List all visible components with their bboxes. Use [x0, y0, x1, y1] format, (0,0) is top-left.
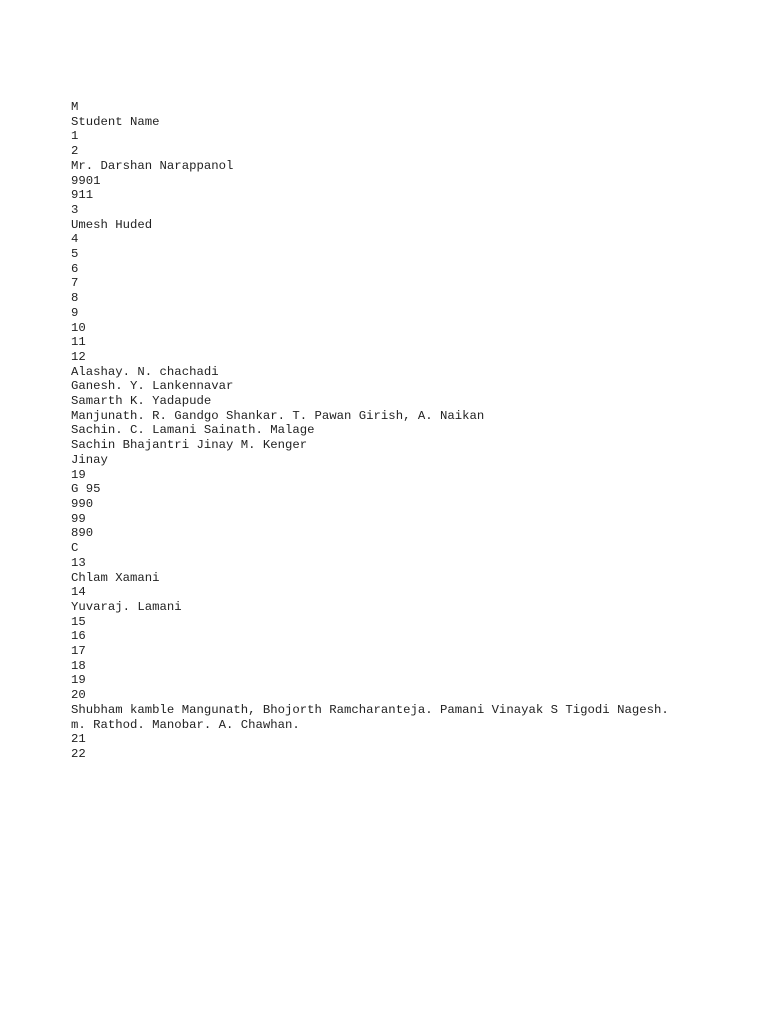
text-line: M: [71, 100, 79, 114]
text-line: Shubham kamble Mangunath, Bhojorth Ramcharanteja. Pamani Vinayak S Tigodi Nagesh.: [71, 702, 669, 717]
text-line: 3: [71, 202, 79, 217]
text-line: 12: [71, 349, 86, 364]
text-line: Chlam Xamani: [71, 570, 160, 585]
text-line: 911: [71, 188, 94, 203]
text-line: Ganesh. Y. Lankennavar: [71, 379, 234, 394]
text-line: 19: [71, 673, 86, 688]
text-line: C: [71, 541, 79, 556]
text-line: 8: [71, 291, 79, 306]
text-line: Student Name: [71, 114, 160, 129]
text-line: Manjunath. R. Gandgo Shankar. T. Pawan Girish, A. Naikan: [71, 408, 485, 423]
text-line: 99: [71, 511, 86, 526]
text-line: 4: [71, 232, 79, 247]
text-line: 9901: [71, 173, 101, 188]
text-line: Mr. Darshan Narappanol: [71, 158, 234, 173]
text-line: 9: [71, 305, 79, 320]
text-line: 16: [71, 629, 86, 644]
text-line: 10: [71, 320, 86, 335]
text-line: 20: [71, 688, 86, 703]
text-line: 18: [71, 658, 86, 673]
text-line: 21: [71, 732, 86, 747]
text-line: 19: [71, 467, 86, 482]
text-line: 990: [71, 496, 94, 511]
text-line: Sachin. C. Lamani Sainath. Malage: [71, 423, 315, 438]
text-line: 6: [71, 261, 79, 276]
text-line: 17: [71, 644, 86, 659]
document-text-block: [71, 100, 711, 762]
text-line: Sachin Bhajantri Jinay M. Kenger: [71, 438, 308, 453]
text-line: 11: [71, 335, 86, 350]
text-line: 15: [71, 614, 86, 629]
text-line: Alashay. N. chachadi: [71, 364, 219, 379]
text-line: Umesh Huded: [71, 217, 153, 232]
text-line: 890: [71, 526, 94, 541]
text-line: 7: [71, 276, 79, 291]
text-line: 13: [71, 555, 86, 570]
text-line: 14: [71, 585, 86, 600]
text-line: Samarth K. Yadapude: [71, 394, 212, 409]
text-line: 5: [71, 247, 79, 262]
text-line: 2: [71, 144, 79, 159]
text-line: G 95: [71, 482, 101, 497]
text-line: 22: [71, 746, 86, 761]
text-line: m. Rathod. Manobar. A. Chawhan.: [71, 717, 300, 732]
text-line: Jinay: [71, 452, 108, 467]
text-line: Yuvaraj. Lamani: [71, 599, 182, 614]
text-line: 1: [71, 129, 79, 144]
